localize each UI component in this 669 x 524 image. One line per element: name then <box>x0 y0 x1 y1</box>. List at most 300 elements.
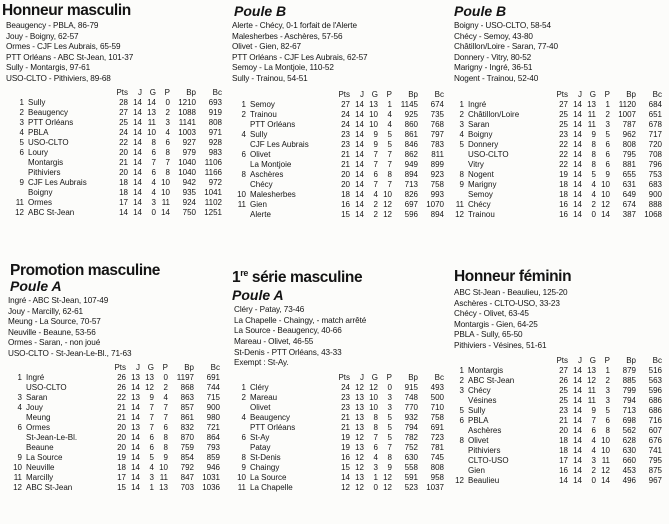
stat-cell: 4 <box>387 119 392 129</box>
table-header <box>454 90 662 100</box>
table-row <box>236 100 444 110</box>
honneur-feminin-section <box>452 268 669 486</box>
table-row <box>12 383 220 393</box>
stat-cell: 3 <box>149 472 154 482</box>
stat-cell: 750 <box>182 207 196 217</box>
column-header <box>236 90 246 100</box>
column-header <box>464 356 552 366</box>
section-title: Poule B <box>234 3 287 19</box>
rank-cell: 1 <box>241 99 246 109</box>
rank-cell: 1 <box>459 365 464 375</box>
stat-cell: 7 <box>373 149 378 159</box>
stat-cell: 26 <box>559 375 568 385</box>
stat-cell: 6 <box>605 415 610 425</box>
stat-cell: 4 <box>373 452 378 462</box>
result-line: Montargis - Gien, 64-25 <box>454 319 538 329</box>
stat-cell: 10 <box>369 402 378 412</box>
stat-cell: 20 <box>341 179 350 189</box>
stat-cell: 630 <box>404 452 418 462</box>
team-cell: Montargis <box>468 365 504 375</box>
results-list <box>6 21 228 85</box>
column-header <box>246 90 334 100</box>
section-title <box>232 265 454 286</box>
results-list <box>8 296 228 360</box>
stat-cell: 935 <box>182 187 196 197</box>
stat-cell: 23 <box>559 405 568 415</box>
stat-cell: 11 <box>601 455 610 465</box>
stat-cell: 862 <box>404 149 418 159</box>
table-row <box>454 476 662 486</box>
stat-cell: 3 <box>151 197 156 207</box>
stat-cell: 5 <box>387 129 392 139</box>
table-row <box>12 483 220 493</box>
stat-cell: 10 <box>369 392 378 402</box>
rank-cell: 1 <box>241 382 246 392</box>
table-row <box>236 110 444 120</box>
stat-cell: 4 <box>163 392 168 402</box>
rank-cell: 3 <box>17 392 22 402</box>
stat-cell: 20 <box>117 432 126 442</box>
title-part: 1 <box>232 269 241 287</box>
stat-cell: 25 <box>559 109 568 119</box>
stat-cell: 793 <box>206 442 220 452</box>
stat-cell: 8 <box>373 412 378 422</box>
team-cell: Aschères <box>250 169 284 179</box>
stat-cell: 9 <box>149 392 154 402</box>
team-cell: St-Denis <box>250 452 281 462</box>
stat-cell: 23 <box>341 129 350 139</box>
team-cell: USO-CLTO <box>26 382 67 392</box>
column-header: Bp <box>408 372 418 382</box>
stat-cell: 14 <box>355 159 364 169</box>
stat-cell: 859 <box>206 452 220 462</box>
column-header: J <box>360 372 364 382</box>
table-row <box>236 473 444 483</box>
stat-cell: 14 <box>131 402 140 412</box>
table-row <box>236 130 444 140</box>
stat-cell: 5 <box>605 405 610 415</box>
premiere-serie-section <box>228 265 454 493</box>
rank-cell <box>12 433 22 443</box>
stat-cell: 13 <box>355 422 364 432</box>
column-header: Bc <box>434 372 444 382</box>
stat-cell: 4 <box>591 435 596 445</box>
title-superscript: re <box>240 268 248 278</box>
stat-cell: 857 <box>180 402 194 412</box>
stat-cell: 7 <box>151 157 156 167</box>
table-row <box>236 413 444 423</box>
stat-cell: 18 <box>119 177 128 187</box>
section-title: Promotion masculine <box>10 262 161 279</box>
stat-cell: 993 <box>430 189 444 199</box>
stat-cell: 591 <box>404 472 418 482</box>
rank-cell: 12 <box>15 207 24 217</box>
stat-cell: 5 <box>387 432 392 442</box>
rank-cell: 3 <box>19 117 24 127</box>
stat-cell: 14 <box>133 197 142 207</box>
rank-cell: 4 <box>241 412 246 422</box>
stat-cell: 946 <box>206 462 220 472</box>
stat-cell: 21 <box>559 415 568 425</box>
column-header: Pts <box>116 87 128 97</box>
table-header <box>236 373 444 383</box>
stat-cell: 1251 <box>204 207 222 217</box>
stat-cell: 811 <box>431 149 444 159</box>
stat-cell: 6 <box>373 442 378 452</box>
rank-cell: 11 <box>13 472 22 482</box>
result-line: Jouy - Boigny, 62-57 <box>6 31 79 41</box>
stat-cell: 631 <box>622 179 636 189</box>
stat-cell: 21 <box>117 412 126 422</box>
stat-cell: 716 <box>648 415 662 425</box>
stat-cell: 7 <box>149 402 154 412</box>
stat-cell: 0 <box>151 207 156 217</box>
stat-cell: 717 <box>648 129 662 139</box>
stat-cell: 14 <box>355 169 364 179</box>
team-cell: Montargis <box>28 157 64 167</box>
stat-cell: 796 <box>648 159 662 169</box>
stat-cell: 8 <box>387 169 392 179</box>
stat-cell: 14 <box>147 97 156 107</box>
stat-cell: 14 <box>573 465 582 475</box>
stat-cell: 8 <box>165 147 170 157</box>
stat-cell: 744 <box>206 382 220 392</box>
team-cell: Marigny <box>468 179 497 189</box>
table-row <box>12 393 220 403</box>
result-line: Neuville - Beaune, 53-56 <box>8 327 96 337</box>
table-header <box>12 363 220 373</box>
table-header <box>454 356 662 366</box>
stat-cell: 0 <box>163 372 168 382</box>
stat-cell: 27 <box>119 107 128 117</box>
rank-cell <box>14 188 24 198</box>
result-line: Semoy - La Montjoie, 110-52 <box>232 63 334 73</box>
stat-cell: 596 <box>404 209 418 219</box>
stat-cell: 863 <box>180 392 194 402</box>
stat-cell: 1 <box>149 482 154 492</box>
stat-cell: 924 <box>182 197 196 207</box>
table-row <box>236 483 444 493</box>
rank-cell <box>14 158 24 168</box>
stat-cell: 14 <box>355 209 364 219</box>
team-cell: Olivet <box>250 149 271 159</box>
stat-cell: 748 <box>404 392 418 402</box>
stat-cell: 1070 <box>426 199 444 209</box>
stat-cell: 14 <box>131 482 140 492</box>
stat-cell: 8 <box>165 167 170 177</box>
stat-cell: 14 <box>131 432 140 442</box>
promotion-masculine-section <box>0 262 228 493</box>
column-header: Bc <box>434 89 444 99</box>
team-cell: CLTO-USO <box>468 455 509 465</box>
stat-cell: 0 <box>591 475 596 485</box>
team-cell: Ingré <box>26 372 45 382</box>
team-cell: CJF Les Aubrais <box>28 177 87 187</box>
stat-cell: 11 <box>587 395 596 405</box>
stat-cell: 21 <box>341 159 350 169</box>
stat-cell: 12 <box>355 382 364 392</box>
stat-cell: 14 <box>573 415 582 425</box>
stat-cell: 3 <box>387 402 392 412</box>
stat-cell: 7 <box>373 179 378 189</box>
rank-cell <box>236 120 246 130</box>
rank-cell: 12 <box>455 209 464 219</box>
stat-cell: 25 <box>559 119 568 129</box>
column-header <box>24 88 112 98</box>
stat-cell: 14 <box>341 472 350 482</box>
team-cell: Jouy <box>26 402 43 412</box>
stat-cell: 900 <box>206 402 220 412</box>
team-cell: USO-CLTO <box>28 137 69 147</box>
standings-table <box>12 363 220 493</box>
stat-cell: 770 <box>404 402 418 412</box>
rank-cell: 3 <box>459 385 464 395</box>
result-line: ABC St-Jean - Beaulieu, 125-20 <box>454 288 568 297</box>
rank-cell <box>12 383 22 393</box>
stat-cell: 2 <box>373 199 378 209</box>
stat-cell: 1040 <box>178 167 196 177</box>
rank-cell: 1 <box>459 99 464 109</box>
result-line: Chécy - Olivet, 63-45 <box>454 309 529 319</box>
stat-cell: 523 <box>404 482 418 492</box>
rank-cell <box>236 443 246 453</box>
stat-cell: 14 <box>573 209 582 219</box>
stat-cell: 14 <box>573 149 582 159</box>
stat-cell: 2 <box>605 375 610 385</box>
stat-cell: 14 <box>131 452 140 462</box>
team-cell: ABC St-Jean <box>26 482 73 492</box>
stat-cell: 759 <box>180 442 194 452</box>
stat-cell: 23 <box>341 402 350 412</box>
result-line: Châtillon/Loire - Saran, 77-40 <box>454 42 558 52</box>
rank-cell: 2 <box>459 375 464 385</box>
stat-cell: 14 <box>573 119 582 129</box>
stat-cell: 2 <box>605 109 610 119</box>
stat-cell: 0 <box>165 97 170 107</box>
team-cell: Neuville <box>26 462 55 472</box>
stat-cell: 26 <box>117 372 126 382</box>
stat-cell: 6 <box>165 137 170 147</box>
result-line: Pithiviers - Vésines, 51-61 <box>454 340 547 350</box>
result-line: St-Denis - PTT Orléans, 43-33 <box>234 347 342 357</box>
stat-cell: 16 <box>341 452 350 462</box>
rank-cell: 9 <box>17 452 22 462</box>
rank-cell: 2 <box>19 107 24 117</box>
rank-cell: 11 <box>237 199 246 209</box>
table-row <box>454 376 662 386</box>
stat-cell: 14 <box>133 127 142 137</box>
rank-cell: 8 <box>459 435 464 445</box>
column-header <box>14 88 24 98</box>
result-line: Ormes - CJF Les Aubrais, 65-59 <box>6 42 121 52</box>
stat-cell: 8 <box>387 452 392 462</box>
stat-cell: 516 <box>648 365 662 375</box>
stat-cell: 797 <box>430 129 444 139</box>
column-header <box>236 373 246 383</box>
column-header: P <box>164 87 170 97</box>
stat-cell: 27 <box>559 99 568 109</box>
table-row <box>454 120 662 130</box>
rank-cell: 3 <box>459 119 464 129</box>
result-line: Jouy - Marcilly, 62-61 <box>8 306 83 316</box>
results-list <box>234 305 454 369</box>
stat-cell: 23 <box>559 129 568 139</box>
stat-cell: 12 <box>383 482 392 492</box>
team-cell: Saran <box>468 119 490 129</box>
stat-cell: 7 <box>165 157 170 167</box>
stat-cell: 12 <box>145 382 154 392</box>
rank-cell: 1 <box>19 97 24 107</box>
standings-table <box>454 90 662 220</box>
result-line: Sully - Montargis, 97-61 <box>6 63 91 73</box>
stat-cell: 3 <box>387 392 392 402</box>
stat-cell: 2 <box>165 107 170 117</box>
team-cell: USO-CLTO <box>468 149 509 159</box>
stat-cell: 0 <box>373 482 378 492</box>
team-cell: Beaune <box>26 442 54 452</box>
stat-cell: 17 <box>559 455 568 465</box>
table-row <box>454 366 662 376</box>
table-row <box>236 180 444 190</box>
stat-cell: 14 <box>133 177 142 187</box>
stat-cell: 1210 <box>178 97 196 107</box>
column-header <box>454 356 464 366</box>
stat-cell: 10 <box>383 189 392 199</box>
stat-cell: 14 <box>355 109 364 119</box>
stat-cell: 24 <box>119 127 128 137</box>
stat-cell: 453 <box>622 465 636 475</box>
stat-cell: 9 <box>591 405 596 415</box>
stat-cell: 14 <box>355 139 364 149</box>
column-header: G <box>149 87 156 97</box>
poule-b-left-section <box>228 4 454 220</box>
stat-cell: 879 <box>622 365 636 375</box>
stat-cell: 846 <box>404 139 418 149</box>
stat-cell: 7 <box>149 422 154 432</box>
stat-cell: 496 <box>622 475 636 485</box>
stat-cell: 979 <box>182 147 196 157</box>
stat-cell: 14 <box>133 157 142 167</box>
stat-cell: 9 <box>605 169 610 179</box>
table-row <box>236 190 444 200</box>
stat-cell: 14 <box>573 179 582 189</box>
result-line: Beaugency - PBLA, 86-79 <box>6 21 99 30</box>
stat-cell: 860 <box>404 119 418 129</box>
table-row <box>14 178 222 188</box>
stat-cell: 1003 <box>178 127 196 137</box>
stat-cell: 25 <box>559 385 568 395</box>
stat-cell: 14 <box>355 119 364 129</box>
team-cell: PBLA <box>28 127 49 137</box>
stat-cell: 18 <box>559 445 568 455</box>
stat-cell: 4 <box>165 127 170 137</box>
stat-cell: 14 <box>573 109 582 119</box>
stat-cell: 8 <box>163 442 168 452</box>
stat-cell: 12 <box>587 375 596 385</box>
stat-cell: 628 <box>622 435 636 445</box>
stat-cell: 558 <box>404 462 418 472</box>
stat-cell: 741 <box>648 445 662 455</box>
stat-cell: 7 <box>387 442 392 452</box>
stat-cell: 949 <box>404 159 418 169</box>
stat-cell: 1102 <box>204 197 222 207</box>
stat-cell: 14 <box>133 97 142 107</box>
column-header: J <box>136 362 140 372</box>
stat-cell: 13 <box>355 392 364 402</box>
team-cell: Boigny <box>468 129 493 139</box>
stat-cell: 13 <box>587 99 596 109</box>
stat-cell: 14 <box>573 139 582 149</box>
stat-cell: 676 <box>648 435 662 445</box>
stat-cell: 14 <box>573 385 582 395</box>
column-header: G <box>371 372 378 382</box>
team-cell: Sully <box>250 129 268 139</box>
column-header: Bp <box>184 362 194 372</box>
stat-cell: 980 <box>206 412 220 422</box>
team-cell: Sully <box>468 405 486 415</box>
stat-cell: 14 <box>355 189 364 199</box>
stat-cell: 18 <box>559 189 568 199</box>
stat-cell: 25 <box>119 117 128 127</box>
table-row <box>236 463 444 473</box>
stat-cell: 15 <box>341 209 350 219</box>
stat-cell: 14 <box>573 445 582 455</box>
stat-cell: 864 <box>206 432 220 442</box>
stat-cell: 6 <box>149 442 154 452</box>
stat-cell: 26 <box>117 382 126 392</box>
stat-cell: 6 <box>163 422 168 432</box>
stat-cell: 832 <box>180 422 194 432</box>
rank-cell: 4 <box>17 402 22 412</box>
stat-cell: 720 <box>648 139 662 149</box>
stat-cell: 983 <box>208 147 222 157</box>
result-line: Aschères - CLTO-USO, 33-23 <box>454 298 560 308</box>
rank-cell: 9 <box>459 179 464 189</box>
stat-cell: 781 <box>430 442 444 452</box>
table-row <box>454 406 662 416</box>
stat-cell: 11 <box>587 385 596 395</box>
stat-cell: 758 <box>430 179 444 189</box>
stat-cell: 808 <box>622 139 636 149</box>
stat-cell: 15 <box>341 462 350 472</box>
result-line: USO-CLTO - Pithiviers, 89-68 <box>6 73 111 83</box>
stat-cell: 7 <box>387 149 392 159</box>
stat-cell: 10 <box>161 177 170 187</box>
column-header: Pts <box>556 355 568 365</box>
column-header: P <box>386 372 392 382</box>
stat-cell: 4 <box>591 189 596 199</box>
table-row <box>454 416 662 426</box>
stat-cell: 14 <box>119 207 128 217</box>
table-row <box>12 423 220 433</box>
table-row <box>236 443 444 453</box>
stat-cell: 708 <box>648 149 662 159</box>
stat-cell: 10 <box>601 179 610 189</box>
stat-cell: 684 <box>648 99 662 109</box>
section-subtitle: Poule A <box>232 287 284 304</box>
stat-cell: 23 <box>341 392 350 402</box>
stat-cell: 5 <box>387 139 392 149</box>
team-cell: Mareau <box>250 392 278 402</box>
stat-cell: 686 <box>648 405 662 415</box>
rank-cell <box>236 210 246 220</box>
stat-cell: 752 <box>404 442 418 452</box>
title-part: série masculine <box>247 269 363 287</box>
stat-cell: 20 <box>117 442 126 452</box>
stat-cell: 697 <box>404 199 418 209</box>
stat-cell: 14 <box>131 382 140 392</box>
stat-cell: 11 <box>587 119 596 129</box>
